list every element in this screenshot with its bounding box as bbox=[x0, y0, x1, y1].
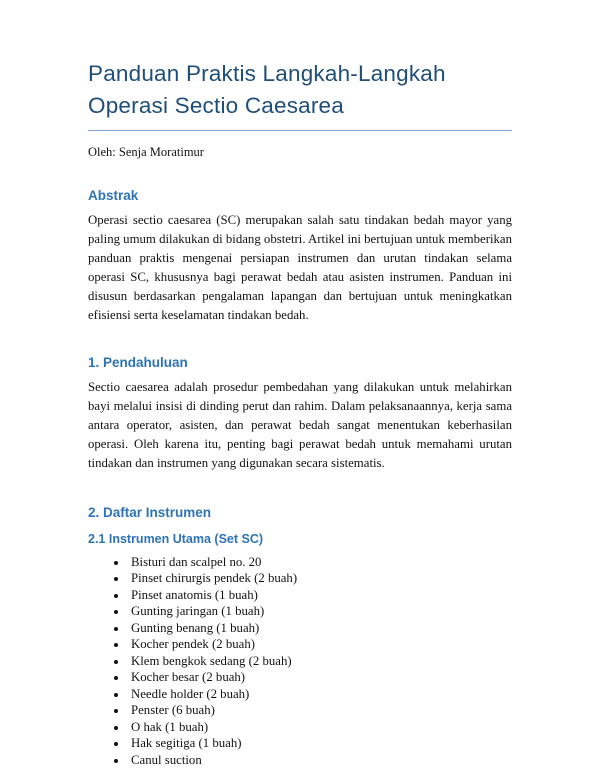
list-item: • Canul suction bbox=[128, 752, 512, 769]
list-item: • Klem bengkok sedang (2 buah) bbox=[128, 653, 512, 670]
list-item: • Pinset anatomis (1 buah) bbox=[128, 587, 512, 604]
list-item: • Penster (6 buah) bbox=[128, 702, 512, 719]
list-item: • Kocher pendek (2 buah) bbox=[128, 636, 512, 653]
list-item: • O hak (1 buah) bbox=[128, 719, 512, 736]
list-item: • Gunting benang (1 buah) bbox=[128, 620, 512, 637]
section-heading-introduction: 1. Pendahuluan bbox=[88, 354, 188, 370]
abstract-paragraph: Operasi sectio caesarea (SC) merupakan salah satu tindakan bedah mayor yang paling umum dilakukan di bidang obstetri. Artikel ini bertujuan untuk memberikan panduan praktis mengenai persiapan instrumen dan urutan tindakan selama operasi SC, khususnya bagi perawat bedah atau asisten instrumen. Panduan ini disusun berdasarkan pengalaman lapangan dan bertujuan untuk meningkatkan efisiensi serta keselamatan tindakan bedah. bbox=[88, 212, 512, 322]
instrument-list bbox=[88, 554, 512, 769]
list-item: • Needle holder (2 buah) bbox=[128, 686, 512, 703]
title-divider bbox=[88, 130, 512, 131]
list-item: • Pinset chirurgis pendek (2 buah) bbox=[128, 570, 512, 587]
list-item: • Kocher besar (2 buah) bbox=[128, 669, 512, 686]
page-title: Panduan Praktis Langkah-Langkah Operasi Sectio Caesarea bbox=[88, 61, 446, 118]
introduction-paragraph: Sectio caesarea adalah prosedur pembedahan yang dilakukan untuk melahirkan bayi melalui insisi di dinding perut dan rahim. Dalam pelaksanaannya, kerja sama antara operator, asisten, dan perawat bedah sangat menentukan keberhasilan operasi. Oleh karena itu, penting bagi perawat bedah untuk memahami urutan tindakan dan instrumen yang digunakan secara sistematis. bbox=[88, 379, 512, 470]
section-heading-instruments: 2. Daftar Instrumen bbox=[88, 504, 212, 520]
list-item: • Gunting jaringan (1 buah) bbox=[128, 603, 512, 620]
section-heading-abstract: Abstrak bbox=[88, 187, 139, 203]
list-item: • Hak segitiga (1 buah) bbox=[128, 735, 512, 752]
subsection-heading-main-set: 2.1 Instrumen Utama (Set SC) bbox=[88, 531, 264, 546]
byline: Oleh: Senja Moratimur bbox=[88, 144, 204, 159]
list-item: • Bisturi dan scalpel no. 20 bbox=[128, 554, 512, 571]
